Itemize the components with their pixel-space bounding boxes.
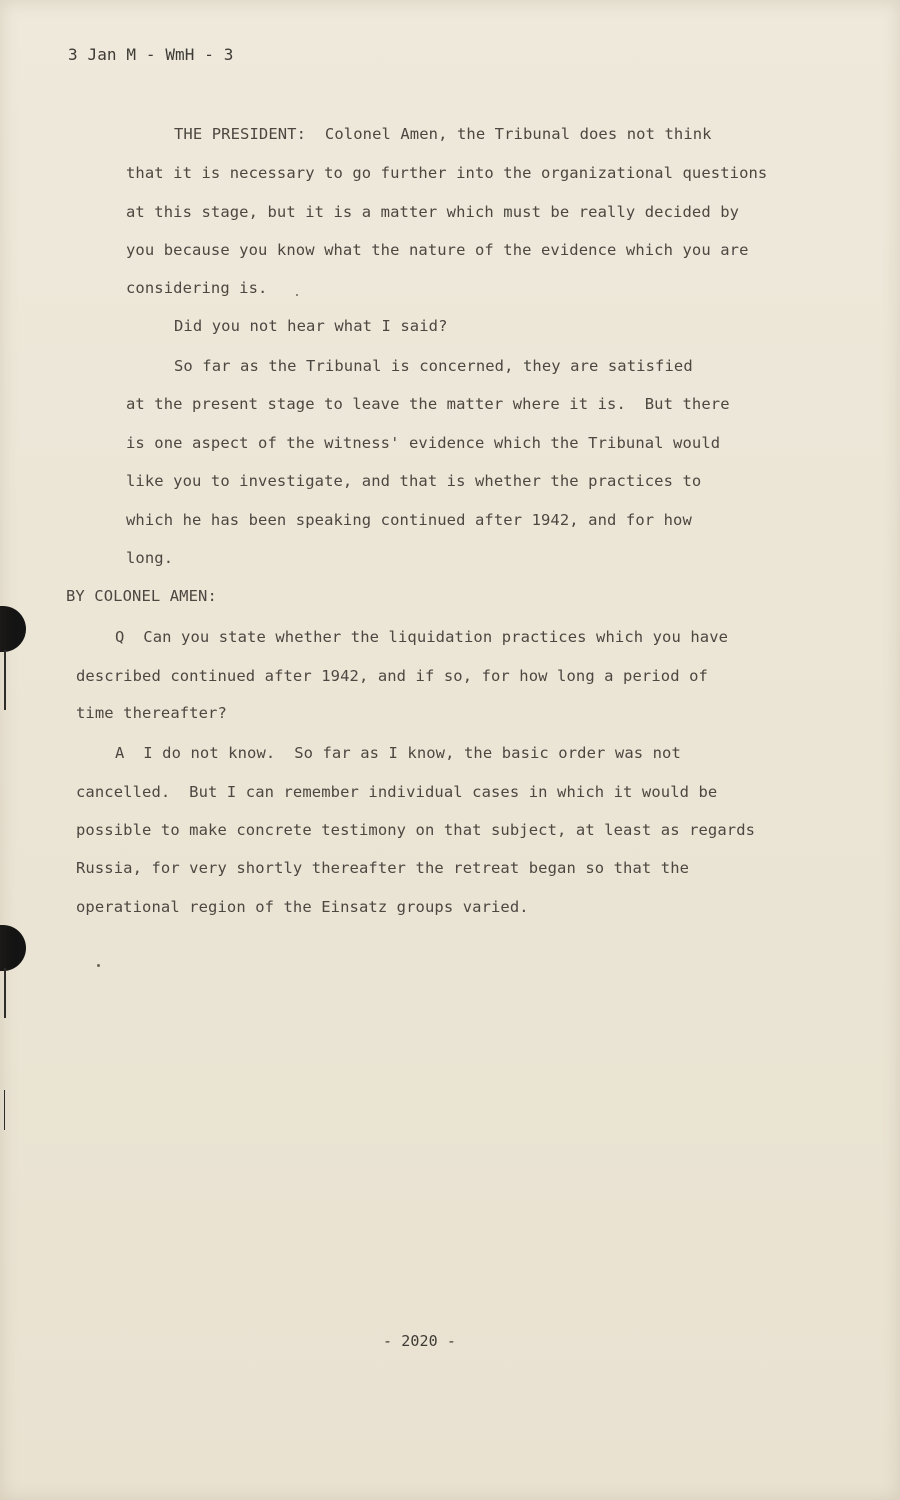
binding-mark bbox=[4, 968, 6, 1018]
text-line: THE PRESIDENT: Colonel Amen, the Tribunal does not think bbox=[174, 125, 712, 143]
page-number: - 2020 - bbox=[383, 1332, 457, 1350]
text-line: at the present stage to leave the matter where it is. But there bbox=[126, 395, 730, 413]
text-line: described continued after 1942, and if so, for how long a period of bbox=[76, 667, 708, 685]
text-line: like you to investigate, and that is whether the practices to bbox=[126, 472, 702, 490]
text-line: Did you not hear what I said? bbox=[174, 317, 448, 335]
text-line: operational region of the Einsatz groups varied. bbox=[76, 898, 529, 916]
punch-hole-top bbox=[0, 606, 26, 652]
text-line: time thereafter? bbox=[76, 704, 227, 722]
text-line: So far as the Tribunal is concerned, they are satisfied bbox=[174, 357, 693, 375]
page-header: 3 Jan M - WmH - 3 bbox=[68, 45, 234, 64]
binding-mark bbox=[4, 650, 6, 710]
paper-speck bbox=[97, 964, 100, 967]
paper-speck bbox=[296, 294, 298, 296]
speaker-heading: BY COLONEL AMEN: bbox=[66, 587, 217, 605]
text-line: which he has been speaking continued after 1942, and for how bbox=[126, 511, 692, 529]
binding-mark bbox=[4, 1090, 5, 1130]
text-line: Q Can you state whether the liquidation practices which you have bbox=[115, 628, 729, 646]
text-line: long. bbox=[126, 549, 174, 567]
text-line: considering is. bbox=[126, 279, 268, 297]
text-line: is one aspect of the witness' evidence which the Tribunal would bbox=[126, 434, 721, 452]
punch-hole-bottom bbox=[0, 925, 26, 971]
text-line: you because you know what the nature of the evidence which you are bbox=[126, 241, 749, 259]
text-line: at this stage, but it is a matter which must be really decided by bbox=[126, 203, 740, 221]
text-line: possible to make concrete testimony on that subject, at least as regards bbox=[76, 821, 756, 839]
text-line: that it is necessary to go further into the organizational questions bbox=[126, 164, 768, 182]
text-line: Russia, for very shortly thereafter the retreat began so that the bbox=[76, 859, 690, 877]
text-line: cancelled. But I can remember individual cases in which it would be bbox=[76, 783, 718, 801]
text-line: A I do not know. So far as I know, the basic order was not bbox=[115, 744, 681, 762]
